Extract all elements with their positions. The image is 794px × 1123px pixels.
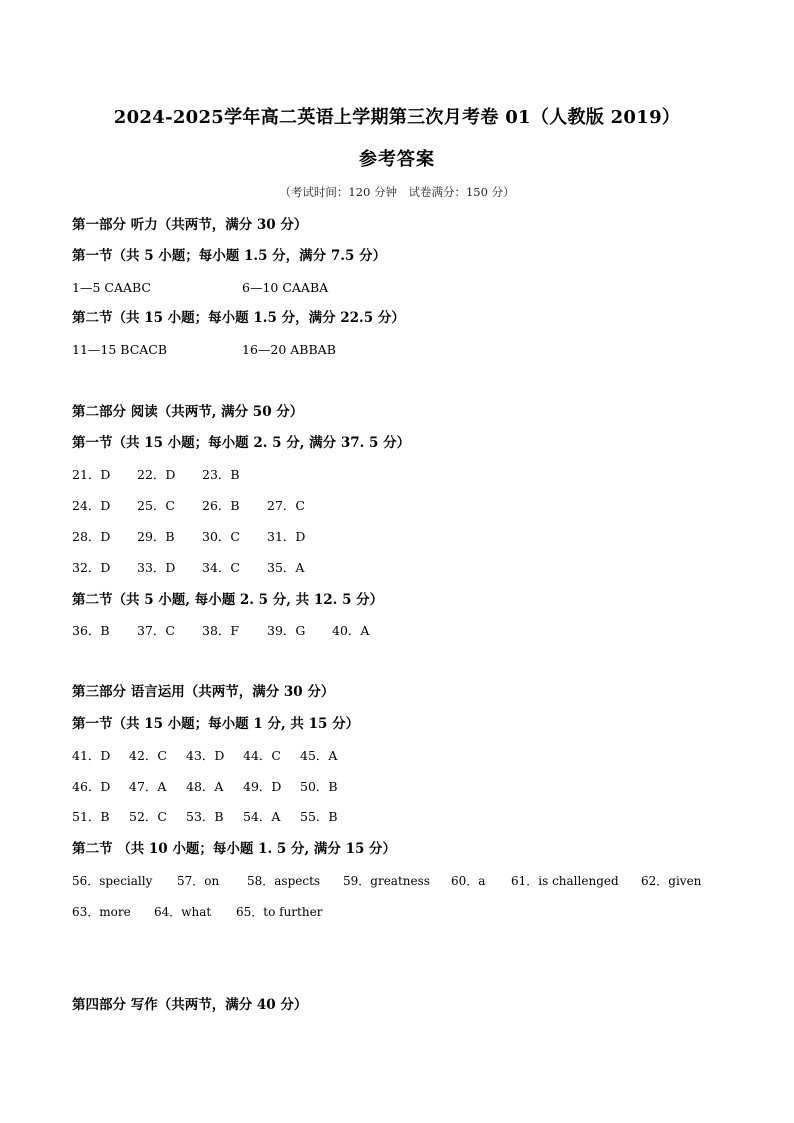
part3-sec1-heading: 第一节（共 15 小题；每小题 1 分, 共 15 分） bbox=[72, 716, 360, 732]
answer-row bbox=[72, 559, 732, 577]
answer-row bbox=[72, 778, 732, 796]
answer-item: 38．F bbox=[202, 623, 240, 638]
answer-item: 44．C bbox=[243, 748, 281, 763]
answer-item: 46．D bbox=[72, 779, 111, 794]
part3-sec1-row-1 bbox=[72, 747, 732, 765]
answer-item: 52．C bbox=[129, 809, 167, 824]
answer-item: 62．given bbox=[641, 874, 702, 888]
page-subtitle: 参考答案 bbox=[359, 149, 435, 170]
part3-sec2-row-2 bbox=[72, 903, 732, 921]
part3-sec1-row-2 bbox=[72, 778, 732, 796]
answer-row bbox=[72, 279, 732, 297]
answer-item: 29．B bbox=[137, 529, 175, 544]
part2-heading-block bbox=[72, 402, 732, 422]
answer-item: 58．aspects bbox=[247, 874, 321, 888]
part2-sec2-row-1 bbox=[72, 622, 732, 640]
answer-row bbox=[72, 497, 732, 515]
part2-sec1-row-2 bbox=[72, 497, 732, 515]
part3-heading-block bbox=[72, 682, 732, 702]
answer-row bbox=[72, 903, 732, 921]
answer-item: 23．B bbox=[202, 467, 240, 482]
part2-sec1-heading-block bbox=[72, 433, 732, 453]
answer-item: 59．greatness bbox=[343, 874, 430, 888]
answer-item: 26．B bbox=[202, 498, 240, 513]
answer-item: 54．A bbox=[243, 809, 281, 824]
answer-row bbox=[72, 872, 732, 890]
answer-item: 28．D bbox=[72, 529, 111, 544]
answer-item: 27．C bbox=[267, 498, 305, 513]
answer-item: 34．C bbox=[202, 560, 240, 575]
answer-item: 32．D bbox=[72, 560, 111, 575]
answer-item: 39．G bbox=[267, 623, 306, 638]
answer-item: 45．A bbox=[300, 748, 338, 763]
page-title: 2024-2025学年高二英语上学期第三次月考卷 01（人教版 2019） bbox=[113, 107, 681, 128]
answer-item: 48．A bbox=[186, 779, 224, 794]
part2-sec1-row-1 bbox=[72, 466, 732, 484]
answer-item: 51．B bbox=[72, 809, 110, 824]
answer-item: 30．C bbox=[202, 529, 240, 544]
part2-heading: 第二部分 阅读（共两节, 满分 50 分） bbox=[72, 404, 304, 420]
answer-item: 36．B bbox=[72, 623, 110, 638]
answer-row bbox=[72, 528, 732, 546]
part3-sec1-heading-block bbox=[72, 714, 732, 734]
exam-info-note: （考试时间：120 分钟 试卷满分：150 分） bbox=[279, 185, 515, 199]
part1-sec2-heading: 第二节（共 15 小题；每小题 1.5 分，满分 22.5 分） bbox=[72, 310, 405, 326]
answer-group: 16—20 ABBAB bbox=[242, 342, 336, 357]
answer-item: 60．a bbox=[451, 874, 486, 888]
part1-sec2-answers bbox=[72, 341, 732, 359]
answer-item: 57．on bbox=[177, 874, 220, 888]
part4-heading: 第四部分 写作（共两节，满分 40 分） bbox=[72, 997, 308, 1013]
answer-item: 47．A bbox=[129, 779, 167, 794]
answer-item: 63．more bbox=[72, 905, 131, 919]
answer-row bbox=[72, 808, 732, 826]
answer-item: 61．is challenged bbox=[511, 874, 619, 888]
part3-sec1-row-3 bbox=[72, 808, 732, 826]
part1-sec1-heading-block bbox=[72, 246, 732, 266]
answer-item: 33．D bbox=[137, 560, 176, 575]
answer-item: 35．A bbox=[267, 560, 305, 575]
part1-heading: 第一部分 听力（共两节，满分 30 分） bbox=[72, 217, 308, 233]
answer-item: 56．specially bbox=[72, 874, 153, 888]
answer-item: 22．D bbox=[137, 467, 176, 482]
part3-sec2-row-1 bbox=[72, 872, 732, 890]
answer-item: 55．B bbox=[300, 809, 338, 824]
answer-item: 43．D bbox=[186, 748, 225, 763]
answer-item: 24．D bbox=[72, 498, 111, 513]
answer-row bbox=[72, 341, 732, 359]
answer-item: 31．D bbox=[267, 529, 306, 544]
answer-group: 6—10 CAABA bbox=[242, 280, 329, 295]
answer-item: 64．what bbox=[154, 905, 212, 919]
answer-group: 1—5 CAABC bbox=[72, 280, 151, 295]
answer-item: 65．to further bbox=[236, 905, 323, 919]
part2-sec2-heading-block bbox=[72, 590, 732, 610]
answer-item: 40．A bbox=[332, 623, 370, 638]
answer-group: 11—15 BCACB bbox=[72, 342, 168, 357]
answer-item: 49．D bbox=[243, 779, 282, 794]
part2-sec1-row-4 bbox=[72, 559, 732, 577]
answer-item: 42．C bbox=[129, 748, 167, 763]
answer-row bbox=[72, 747, 732, 765]
part1-sec2-heading-block bbox=[72, 308, 732, 328]
answer-item: 50．B bbox=[300, 779, 338, 794]
part2-sec2-heading: 第二节（共 5 小题, 每小题 2. 5 分, 共 12. 5 分） bbox=[72, 592, 384, 608]
answer-item: 25．C bbox=[137, 498, 175, 513]
part1-sec1-answers bbox=[72, 279, 732, 297]
answer-item: 53．B bbox=[186, 809, 224, 824]
part1-sec1-heading: 第一节（共 5 小题；每小题 1.5 分，满分 7.5 分） bbox=[72, 248, 387, 264]
answer-item: 41．D bbox=[72, 748, 111, 763]
part4-heading-block bbox=[72, 995, 732, 1015]
answer-item: 21．D bbox=[72, 467, 111, 482]
part2-sec1-row-3 bbox=[72, 528, 732, 546]
part3-heading: 第三部分 语言运用（共两节，满分 30 分） bbox=[72, 684, 335, 700]
part3-sec2-heading-block bbox=[72, 839, 732, 859]
part1-heading-block bbox=[72, 215, 732, 235]
answer-row bbox=[72, 622, 732, 640]
part3-sec2-heading: 第二节 （共 10 小题；每小题 1. 5 分, 满分 15 分） bbox=[72, 841, 397, 857]
answer-row bbox=[72, 466, 732, 484]
answer-item: 37．C bbox=[137, 623, 175, 638]
part2-sec1-heading: 第一节（共 15 小题；每小题 2. 5 分, 满分 37. 5 分） bbox=[72, 435, 411, 451]
